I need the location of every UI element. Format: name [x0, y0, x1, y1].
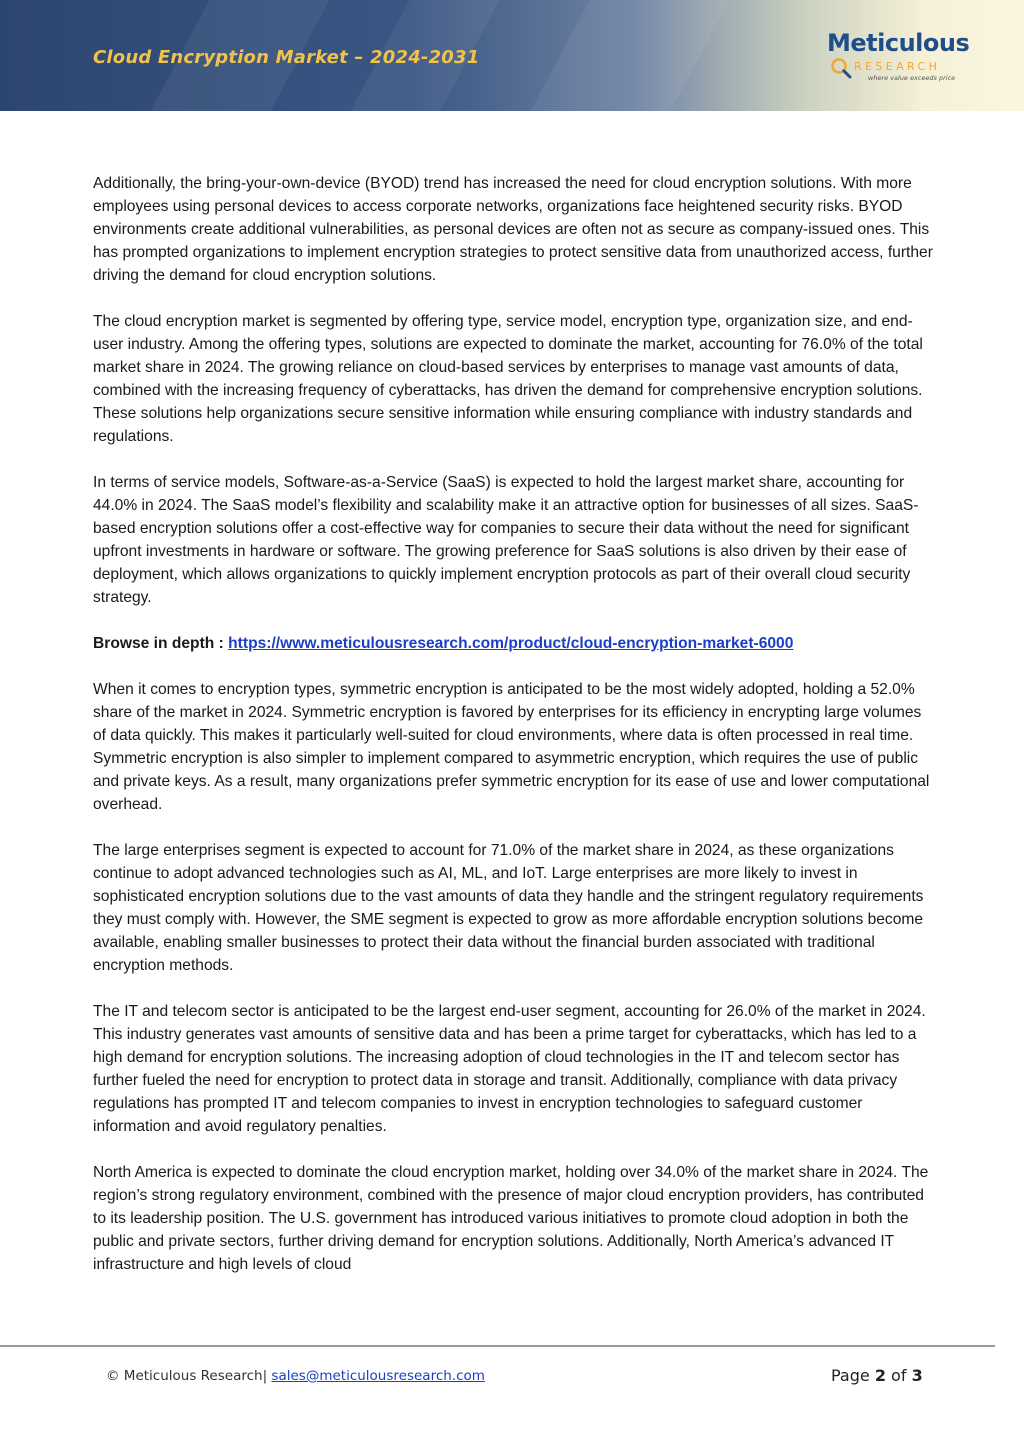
- footer-copyright: [106, 1368, 485, 1384]
- footer-divider: [0, 1345, 995, 1347]
- report-title: Cloud Encryption Market – 2024-2031: [93, 47, 480, 68]
- paragraph-segmentation: The cloud encryption market is segmented by offering type, service model, encryption type, organization size, and end-user industry. Among the offering types, solutions are expected to dominate the market, accounting for 76.0% of the total market share in 2024. The growing reliance on cloud-based services by enterprises to manage vast amounts of data, combined with the increasing frequency of cyberattacks, has driven the demand for comprehensive encryption solutions. These solutions help organizations secure sensitive information while ensuring compliance with industry standards and regulations.: [93, 313, 923, 445]
- browse-line: [93, 632, 938, 655]
- paragraph-encryption-types: When it comes to encryption types, symmetric encryption is anticipated to be the most widely adopted, holding a 52.0% share of the market in 2024. Symmetric encryption is favored by enterprises for its efficiency in encrypting large volumes of data quickly. This makes it particularly well-suited for cloud environments, where data is often processed in real time. Symmetric encryption is also simpler to implement compared to asymmetric encryption, which requires the use of public and private keys. As a result, many organizations prefer symmetric encryption for its ease of use and lower computational overhead.: [93, 681, 930, 813]
- paragraph-service-models: In terms of service models, Software-as-a-Service (SaaS) is expected to hold the largest market share, accounting for 44.0% in 2024. The SaaS model’s flexibility and scalability make it an attractive option for businesses of all sizes. SaaS-based encryption solutions offer a cost-effective way for companies to secure their data without the need for significant upfront investments in hardware or software. The growing preference for SaaS solutions is also driven by their ease of deployment, which allows organizations to quickly implement encryption protocols as part of their overall cloud security strategy.: [93, 474, 919, 606]
- logo-name: Meticulous: [827, 29, 970, 57]
- logo-subtitle: RESEARCH: [854, 60, 941, 73]
- paragraph-byod: Additionally, the bring-your-own-device (BYOD) trend has increased the need for cloud encryption solutions. With more employees using personal devices to access corporate networks, organizations face heightened security risks. BYOD environments create additional vulnerabilities, as personal devices are often not as secure as company-issued ones. This has prompted organizations to implement encryption strategies to protect sensitive data from unauthorized access, further driving the demand for cloud encryption solutions.: [93, 175, 933, 284]
- document-body: [93, 172, 938, 1299]
- page-prefix: Page: [831, 1366, 875, 1385]
- magnifier-icon: [830, 57, 852, 79]
- copyright-text: © Meticulous Research|: [106, 1368, 272, 1384]
- page-number: [831, 1366, 923, 1385]
- paragraph-end-user: The IT and telecom sector is anticipated to be the largest end-user segment, accounting for 26.0% of the market in 2024. This industry generates vast amounts of sensitive data and has been a prime target for cyberattacks, which has led to a high demand for encryption solutions. The increasing adoption of cloud technologies in the IT and telecom sector has further fueled the need for encryption to protect data in storage and transit. Additionally, compliance with data privacy regulations has prompted IT and telecom companies to invest in encryption technologies to safeguard customer information and avoid regulatory penalties.: [93, 1003, 926, 1135]
- browse-link[interactable]: https://www.meticulousresearch.com/product/cloud-encryption-market-6000: [228, 635, 794, 652]
- email-link[interactable]: sales@meticulousresearch.com: [271, 1368, 485, 1384]
- company-logo: [824, 29, 968, 87]
- header-decor: [530, 0, 729, 111]
- page-header: [0, 0, 1024, 111]
- page-current: 2: [874, 1366, 886, 1385]
- paragraph-organization-size: The large enterprises segment is expected to account for 71.0% of the market share in 2024, as these organizations continue to adopt advanced technologies such as AI, ML, and IoT. Large enterprises are more likely to invest in sophisticated encryption solutions due to the vast amounts of data they handle and the stringent regulatory requirements they must comply with. However, the SME segment is expected to grow as more affordable encryption solutions become available, enabling smaller businesses to protect their data without the financial burden associated with traditional encryption methods.: [93, 842, 924, 974]
- paragraph-north-america: North America is expected to dominate the cloud encryption market, holding over 34.0% of the market share in 2024. The region’s strong regulatory environment, combined with the presence of major cloud encryption providers, has contributed to its leadership position. The U.S. government has introduced various initiatives to promote cloud adoption in both the public and private sectors, further driving demand for encryption solutions. Additionally, North America’s advanced IT infrastructure and high levels of cloud: [93, 1164, 929, 1273]
- page-of: of: [885, 1366, 912, 1385]
- browse-label: Browse in depth :: [93, 635, 229, 652]
- logo-tagline: where value exceeds price: [868, 74, 956, 82]
- page-total: 3: [911, 1366, 923, 1385]
